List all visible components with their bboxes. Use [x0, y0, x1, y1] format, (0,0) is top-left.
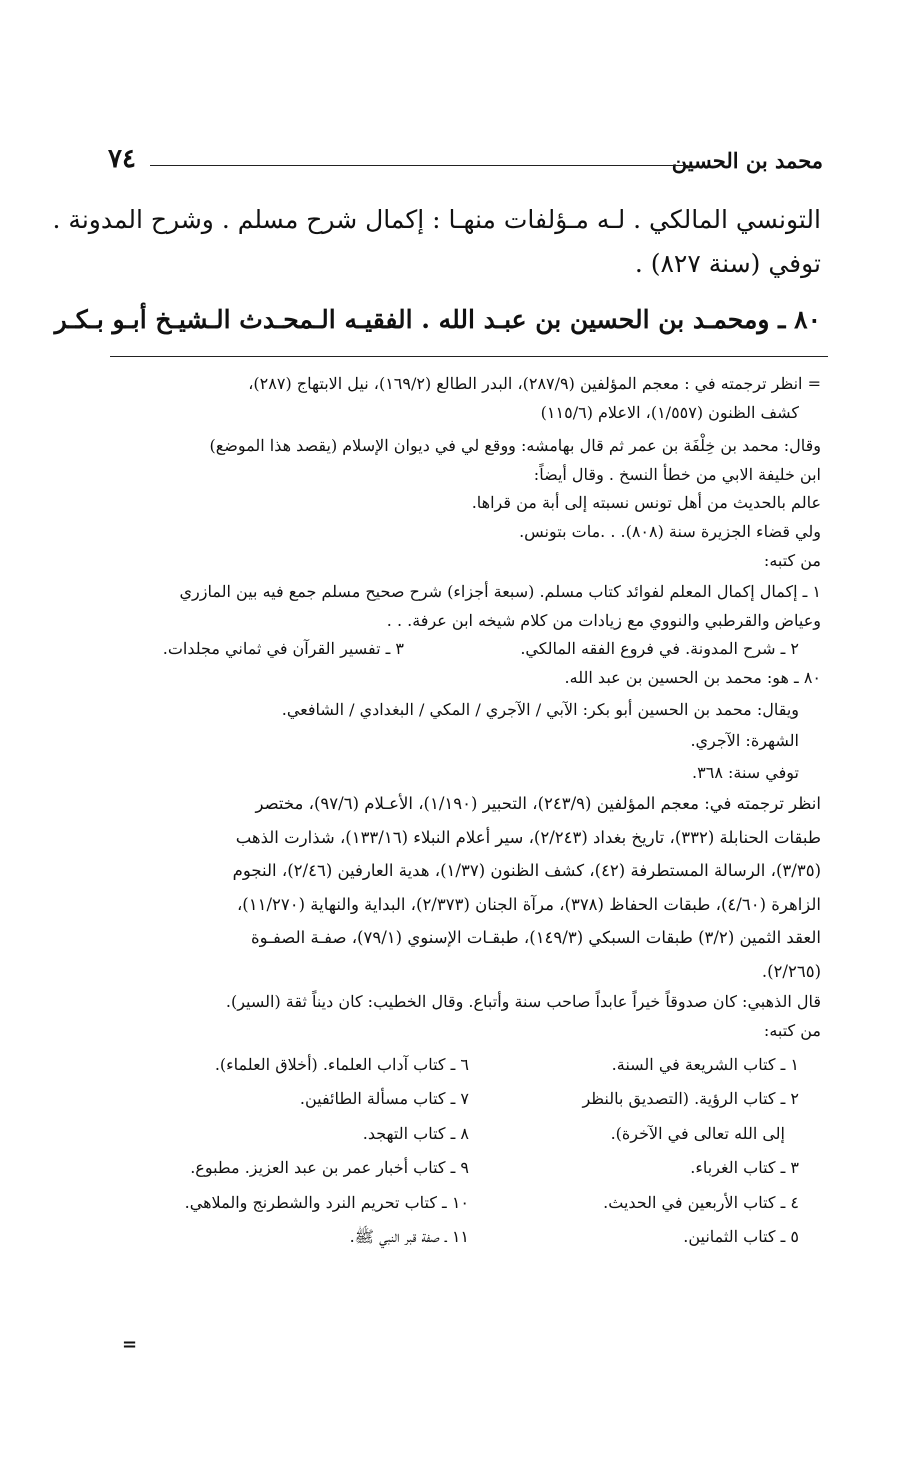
footnote-line: من كتبه: — [763, 550, 821, 570]
footnote-line: (٢/٢٦٥). — [761, 961, 821, 981]
footnote-line: ١ ـ إكمال إكمال المعلم لفوائد كتاب مسلم. (سبعة أجزاء) شرح صحيح مسلم جمع فيه بين المازري — [179, 582, 821, 602]
header-rule — [150, 165, 688, 166]
footnote-line: ويقال: محمد بن الحسين أبو بكر: الآبي / الآجري / المكي / البغدادي / الشافعي. — [281, 699, 799, 719]
footnote-line: قال الذهبي: كان صدوقاً خيراً عابداً صاحب سنة وأتباع. وقال الخطيب: كان ديناً ثقة (السير). — [225, 992, 821, 1012]
entry-heading: ٨٠ ـ ومحمـد بن الحسين بن عبـد الله . الفقيـه الـمحـدث الـشيـخ أبـو بـكـر — [54, 305, 821, 334]
book-item: ٥ ـ كتاب الثمانين. — [683, 1227, 799, 1246]
footnote-line: = انظر ترجمته في : معجم المؤلفين (٢٨٧/٩)، البدر الطالع (١٦٩/٢)، نيل الابتهاج (٢٨٧)، — [248, 374, 821, 393]
footnote-rule — [110, 356, 828, 357]
book-item: ١٠ ـ كتاب تحريم النرد والشطرنج والملاهي. — [184, 1192, 469, 1212]
footnote-line: العقد الثمين (٣/٢) طبقات السبكي (١٤٩/٣)، طبقـات الإسنوي (٧٩/١)، صفـة الصفـوة — [250, 928, 821, 948]
continuation-mark: = — [122, 1334, 138, 1355]
footnote-line: انظر ترجمته في: معجم المؤلفين (٢٤٣/٩)، التحبير (١/١٩٠)، الأعـلام (٩٧/٦)، مختصر — [255, 794, 821, 814]
footnote-line: ابن خليفة الابي من خطأ النسخ . وقال أيضاً: — [533, 464, 821, 484]
book-item: ٧ ـ كتاب مسألة الطائفين. — [299, 1089, 469, 1108]
book-item: ١١ ـ صفة قبر النبي ﷺ. — [349, 1227, 469, 1246]
footnote-line: الزاهرة (٤/٦٠)، طبقات الحفاظ (٣٧٨)، مرآة الجنان (٢/٣٧٣)، البداية والنهاية (١١/٢٧٠)، — [236, 894, 821, 914]
footnotes — [104, 370, 821, 1255]
running-header — [108, 144, 823, 184]
main-line: توفي (سنة ٨٢٧) . — [634, 249, 821, 278]
book-item: ٤ ـ كتاب الأربعين في الحديث. — [603, 1192, 799, 1212]
footnote-line: كشف الظنون (١/٥٥٧)، الاعلام (١١٥/٦) — [540, 402, 799, 422]
book-item: ١ ـ كتاب الشريعة في السنة. — [611, 1054, 799, 1074]
footnote-line: من كتبه: — [763, 1020, 821, 1040]
footnote-line: وعياض والقرطبي والنووي مع زيادات من كلام شيخه ابن عرفة. . . — [386, 610, 821, 630]
book-item: ٣ ـ كتاب الغرباء. — [690, 1158, 799, 1177]
book-item: ٦ ـ كتاب آداب العلماء. (أخلاق العلماء). — [214, 1054, 469, 1074]
book-list-left-column — [139, 1048, 469, 1255]
book-item: ٩ ـ كتاب أخبار عمر بن عبد العزيز. مطبوع. — [190, 1158, 469, 1177]
footnote-line: توفي سنة: ٣٦٨. — [692, 762, 799, 782]
book-item: إلى الله تعالى في الآخرة). — [610, 1123, 785, 1143]
footnote-book-item: ٣ ـ تفسير القرآن في ثماني مجلدات. — [162, 639, 404, 659]
footnote-line: وقال: محمد بن خِلْفَة بن عمر ثم قال بهامشه: ووقع لي في ديوان الإسلام (يقصد هذا الموضع) — [209, 436, 821, 456]
footnote-book-item: ٢ ـ شرح المدونة. في فروع الفقه المالكي. — [520, 639, 799, 659]
main-text — [52, 198, 821, 342]
footnote-line: ولي قضاء الجزيرة سنة (٨٠٨). . .مات بتونس. — [519, 521, 821, 541]
book-list-right-column — [469, 1048, 821, 1255]
page-number: ٧٤ — [108, 144, 136, 174]
header-title: محمد بن الحسين — [671, 148, 823, 173]
footnote-line: الشهرة: الآجري. — [690, 731, 799, 751]
book-item: ٨ ـ كتاب التهجد. — [362, 1123, 469, 1143]
main-line: التونسي المالكي . لـه مـؤلفات منهـا : إكمال شرح مسلم . وشرح المدونة . — [52, 205, 821, 234]
footnote-entry-heading: ٨٠ ـ هو: محمد بن الحسين بن عبد الله. — [564, 667, 821, 687]
book-list — [104, 1048, 821, 1255]
footnote-line: (٣/٣٥)، الرسالة المستطرفة (٤٢)، كشف الظنون (١/٣٧)، هدية العارفين (٢/٤٦)، النجوم — [232, 861, 821, 881]
footnote-line: طبقات الحنابلة (٣٣٢)، تاريخ بغداد (٢/٢٤٣)، سير أعلام النبلاء (١٣٣/١٦)، شذارت الذهب — [235, 827, 821, 847]
book-item: ٢ ـ كتاب الرؤية. (التصديق بالنظر — [582, 1089, 799, 1108]
footnote-line: عالم بالحديث من أهل تونس نسبته إلى أبة من قراها. — [471, 493, 821, 513]
footnote-two-column — [104, 635, 821, 664]
